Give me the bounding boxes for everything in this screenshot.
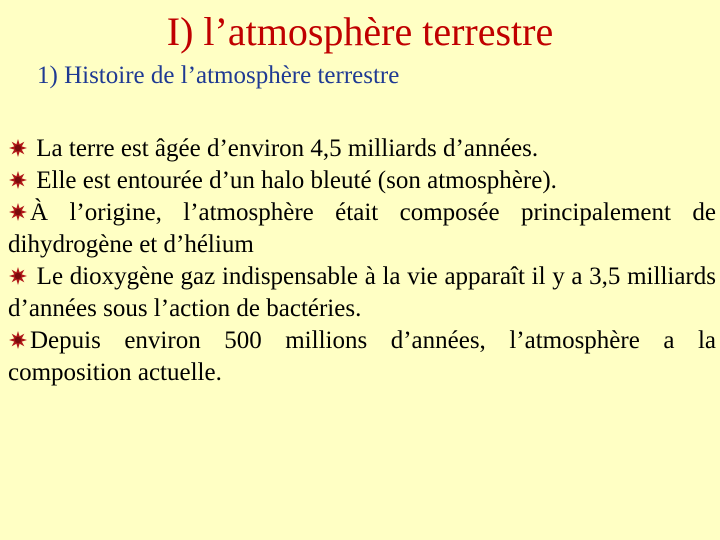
bullet-item: [8, 261, 716, 325]
bullet-item: [8, 197, 716, 261]
bullet-text: La terre est âgée d’environ 4,5 milliards d’années.: [30, 135, 539, 162]
red-starburst-bullet-icon: [8, 266, 30, 286]
slide-subtitle: 1) Histoire de l’atmosphère terrestre: [37, 62, 400, 89]
bullet-text: Elle est entourée d’un halo bleuté (son atmosphère).: [30, 167, 557, 194]
bullet-text: Depuis environ 500 millions d’années, l’atmosphère a la composition actuelle.: [8, 327, 716, 386]
slide-title: I) l’atmosphère terrestre: [166, 9, 554, 54]
bullet-text: Le dioxygène gaz indispensable à la vie apparaît il y a 3,5 milliards d’années sous l’action de bactéries.: [8, 263, 716, 322]
bullet-list: [8, 133, 716, 389]
bullet-item: [8, 133, 716, 165]
red-starburst-bullet-icon: [8, 202, 30, 222]
bullet-item: [8, 165, 716, 197]
red-starburst-bullet-icon: [8, 170, 30, 190]
bullet-text: À l’origine, l’atmosphère était composée principalement de dihydrogène et d’hélium: [8, 199, 716, 258]
bullet-item: [8, 325, 716, 389]
red-starburst-bullet-icon: [8, 330, 30, 350]
red-starburst-bullet-icon: [8, 138, 30, 158]
